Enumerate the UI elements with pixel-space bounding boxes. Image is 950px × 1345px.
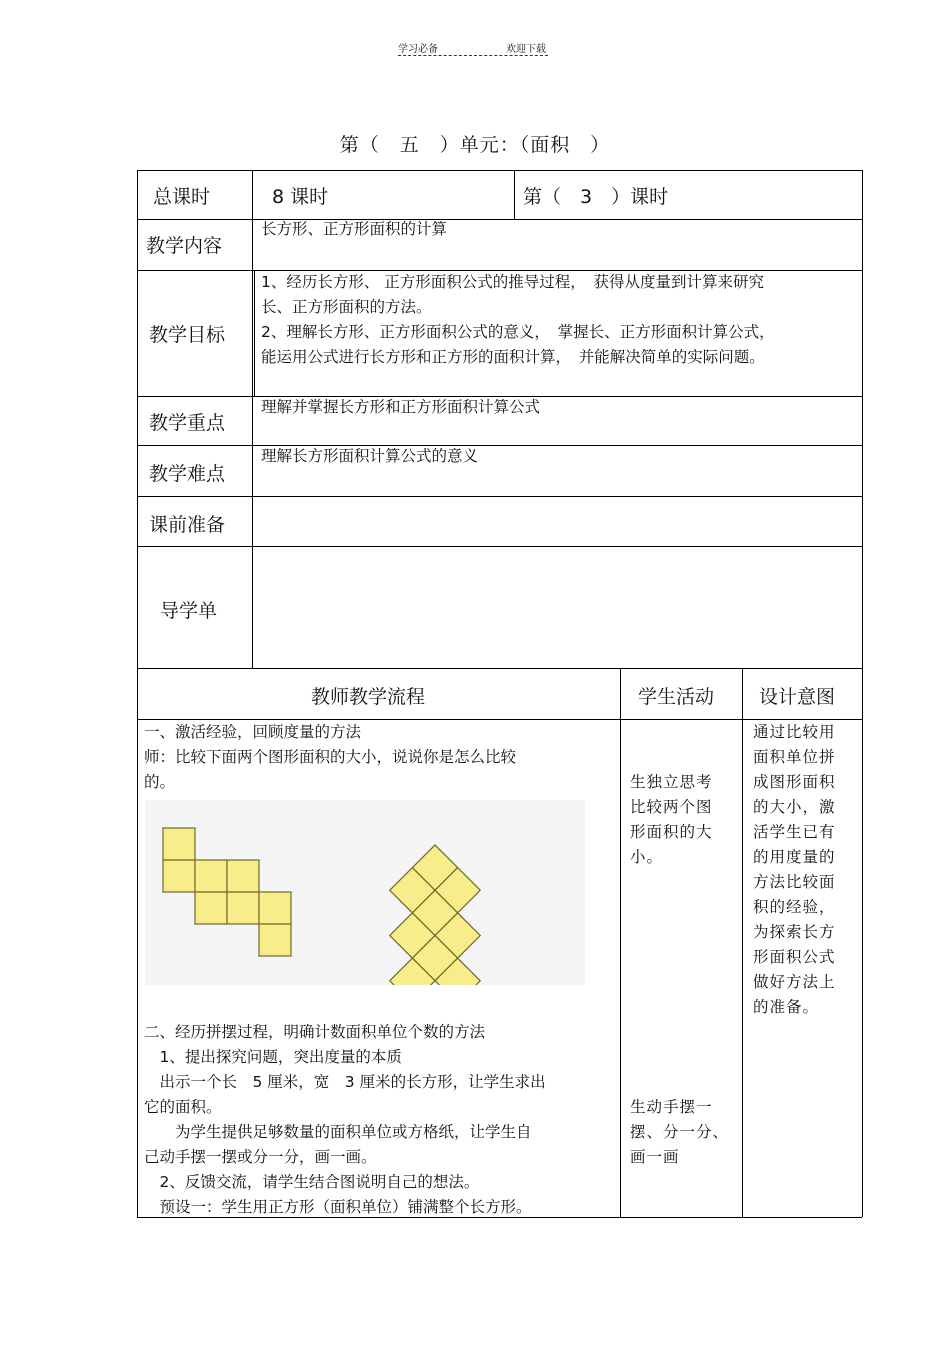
design-line: 的大小，激: [753, 798, 836, 816]
design-line: 为探索长方: [753, 923, 836, 941]
student-line: 形面积的大: [630, 823, 713, 841]
student-activity-2: [630, 1095, 729, 1170]
unit-square: [227, 892, 259, 924]
total-hours-value: 8 课时: [272, 186, 329, 208]
teacher-line: 一、激活经验，回顾度量的方法: [144, 723, 362, 741]
student-activity-1: [630, 770, 713, 870]
goal-text: [261, 270, 775, 370]
teacher-line: 的。: [144, 773, 176, 791]
design-line: 的准备。: [753, 998, 820, 1016]
column-design-header: 设计意图: [759, 686, 836, 708]
goal-label: 教学目标: [149, 324, 226, 346]
teacher-line: 为学生提供足够数量的面积单位或方格纸，让学生自: [144, 1123, 532, 1141]
teacher-line: 1、提出探究问题，突出度量的本质: [144, 1048, 402, 1066]
content-label: 教学内容: [146, 235, 223, 257]
teacher-intro: [144, 720, 516, 795]
goal-line: 1、经历长方形、 正方形面积公式的推导过程， 获得从度量到计算来研究: [261, 273, 765, 291]
design-line: 方法比较面: [753, 873, 836, 891]
design-line: 形面积公式: [753, 948, 836, 966]
design-intent: [753, 720, 836, 1020]
column-student-header: 学生活动: [638, 686, 715, 708]
design-line: 成图形面积: [753, 773, 836, 791]
total-hours-label: 总课时: [153, 186, 211, 208]
staircase-shape: [163, 828, 291, 956]
header-divider: [398, 55, 548, 56]
student-line: 比较两个图: [630, 798, 713, 816]
comparison-figure-svg: [145, 800, 585, 985]
unit-square: [259, 924, 291, 956]
unit-square: [259, 892, 291, 924]
teacher-section2: [144, 1020, 546, 1220]
preparation-label: 课前准备: [149, 514, 226, 536]
design-line: 的用度量的: [753, 848, 836, 866]
goal-line: 长、正方形面积的方法。: [261, 298, 432, 316]
difficulty-label: 教学难点: [149, 463, 226, 485]
header-left-text: 学习必备: [398, 44, 438, 55]
difficulty-text: 理解长方形面积计算公式的意义: [261, 447, 479, 465]
page-title: 第（ 五 ）单元：（面积 ）: [339, 134, 611, 156]
design-line: 通过比较用: [753, 723, 836, 741]
teacher-line: 师：比较下面两个图形面积的大小，说说你是怎么比较: [144, 748, 517, 766]
teacher-line: 预设一：学生用正方形（面积单位）铺满整个长方形。: [144, 1198, 532, 1216]
student-line: 生独立思考: [630, 773, 713, 791]
column-teacher-header: 教师教学流程: [311, 686, 426, 708]
design-line: 活学生已有: [753, 823, 836, 841]
current-lesson-value: 第（ 3 ）课时: [523, 186, 669, 208]
unit-square: [163, 828, 195, 860]
guide-label: 导学单: [160, 600, 218, 622]
teacher-line: 出示一个长 5 厘米，宽 3 厘米的长方形，让学生求出: [144, 1073, 546, 1091]
student-line: 画一画: [630, 1148, 680, 1166]
student-line: 生动手摆一: [630, 1098, 713, 1116]
student-line: 小。: [630, 848, 664, 866]
goal-line: 能运用公式进行长方形和正方形的面积计算， 并能解决简单的实际问题。: [261, 348, 765, 366]
design-line: 面积单位拼: [753, 748, 836, 766]
teacher-line: 二、经历拼摆过程，明确计数面积单位个数的方法: [144, 1023, 486, 1041]
unit-square: [163, 860, 195, 892]
key-point-label: 教学重点: [149, 412, 226, 434]
design-line: 积的经验，: [753, 898, 836, 916]
unit-square: [195, 860, 227, 892]
goal-line: 2、理解长方形、正方形面积公式的意义， 掌握长、正方形面积计算公式，: [261, 323, 775, 341]
unit-square: [195, 892, 227, 924]
teacher-line: 己动手摆一摆或分一分，画一画。: [144, 1148, 377, 1166]
content-text: 长方形、正方形面积的计算: [261, 220, 448, 238]
unit-square: [227, 860, 259, 892]
teacher-line: 2、反馈交流，请学生结合图说明自己的想法。: [144, 1173, 480, 1191]
rotated-staircase-shape: [344, 845, 525, 985]
student-line: 摆、分一分、: [630, 1123, 730, 1141]
teacher-line: 它的面积。: [144, 1098, 222, 1116]
design-line: 做好方法上: [753, 973, 836, 991]
key-point-text: 理解并掌握长方形和正方形面积计算公式: [261, 398, 541, 416]
header-right-text: 欢迎下载: [506, 44, 546, 55]
